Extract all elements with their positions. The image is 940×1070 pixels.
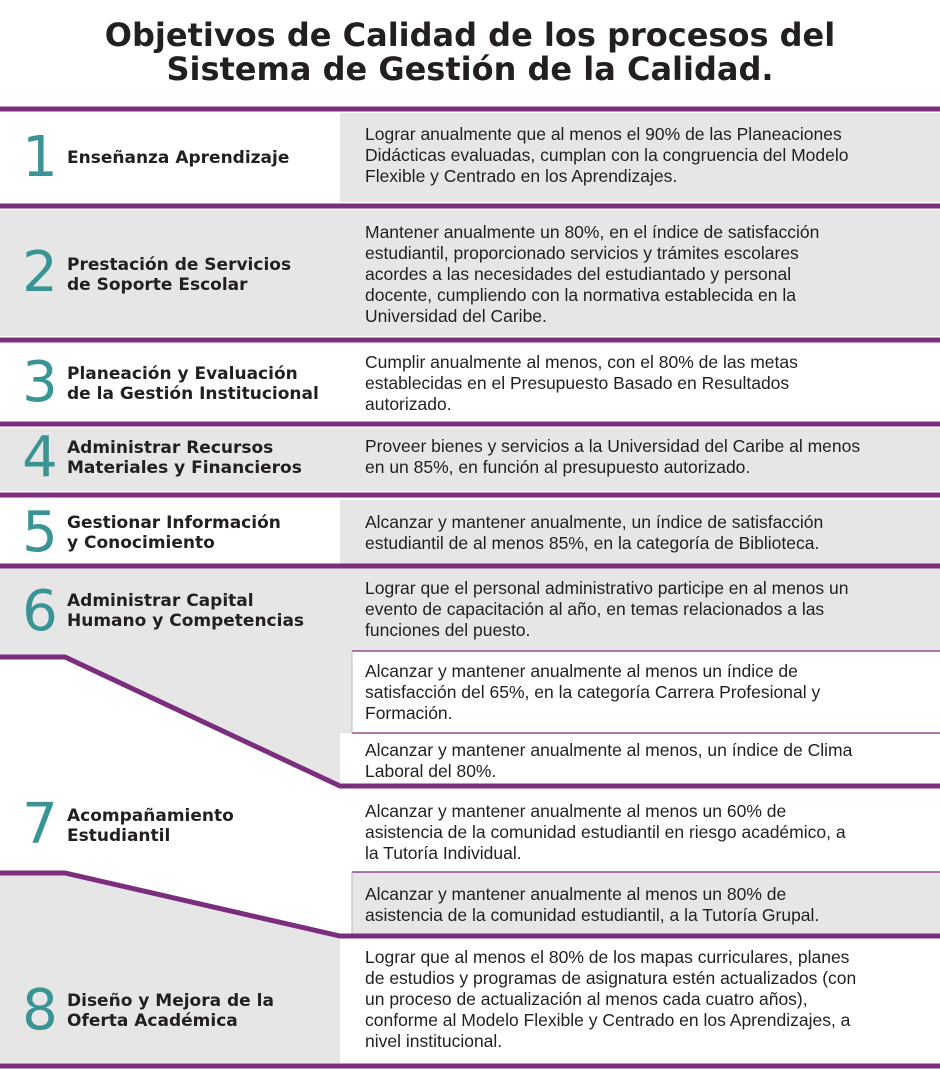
process-number: 5 [22,500,58,565]
process-number: 7 [22,792,58,857]
objective-text: Lograr que el personal administrativo participe en al menos un evento de capacitación al año, en temas relacionados a las funciones del puesto. [365,578,849,640]
process-name: Acompañamiento Estudiantil [67,806,234,846]
objective-text: Lograr anualmente que al menos el 90% de las Planeaciones Didácticas evaluadas, cumplan con la congruencia del Modelo Flexible y Centrado en los Aprendizajes. [365,124,849,186]
process-name: Enseñanza Aprendizaje [67,148,290,168]
objective-text: Alcanzar y mantener anualmente al menos un índice de satisfacción del 65%, en la categoría Carrera Profesional y Formación. [365,661,821,723]
process-number: 6 [22,579,58,644]
objective-text: Alcanzar y mantener anualmente al menos un 80% de asistencia de la comunidad estudiantil, a la Tutoría Grupal. [365,884,820,925]
objective-text: Mantener anualmente un 80%, en el índice de satisfacción estudiantil, proporcionado servicios y trámites escolares acordes a las necesidades del estudiantado y personal docente, cumpliendo con la normativa establecida en la Universidad del Caribe. [365,222,820,326]
objective-text: Alcanzar y mantener anualmente al menos un 60% de asistencia de la comunidad estudiantil en riesgo académico, a la Tutoría Individual. [365,801,846,863]
process-number: 8 [22,978,58,1043]
objective-text: Proveer bienes y servicios a la Universidad del Caribe al menos en un 85%, en función al presupuesto autorizado. [365,436,861,477]
process-name: Administrar Capital Humano y Competencias [67,591,305,631]
process-number: 1 [22,125,58,190]
process-number: 3 [22,350,58,415]
objective-text: Alcanzar y mantener anualmente, un índice de satisfacción estudiantil de al menos 85%, en la categoría de Biblioteca. [365,512,824,553]
process-name: Administrar Recursos Materiales y Financieros [67,438,302,478]
process-number: 2 [22,240,58,305]
title-line-1: Objetivos de Calidad de los procesos del [104,16,836,54]
process-name: Planeación y Evaluación de la Gestión Institucional [67,364,319,404]
title-line-2: Sistema de Gestión de la Calidad. [166,50,774,88]
process-number: 4 [22,425,58,490]
objective-text: Alcanzar y mantener anualmente al menos, un índice de Clima Laboral del 80%. [365,740,853,781]
process-name: Gestionar Información y Conocimiento [67,513,281,553]
process-name: Prestación de Servicios de Soporte Escolar [67,255,292,295]
process-name: Diseño y Mejora de la Oferta Académica [67,991,274,1031]
objective-text: Cumplir anualmente al menos, con el 80% de las metas establecidas en el Presupuesto Basado en Resultados autorizado. [365,352,798,414]
objective-text: Lograr que al menos el 80% de los mapas curriculares, planes de estudios y programas de asignatura estén actualizados (con un proceso de actualización al menos cada cuatro años), conforme al Modelo Flexible y Centrado en los Aprendizajes, a nivel institucional. [365,947,857,1051]
